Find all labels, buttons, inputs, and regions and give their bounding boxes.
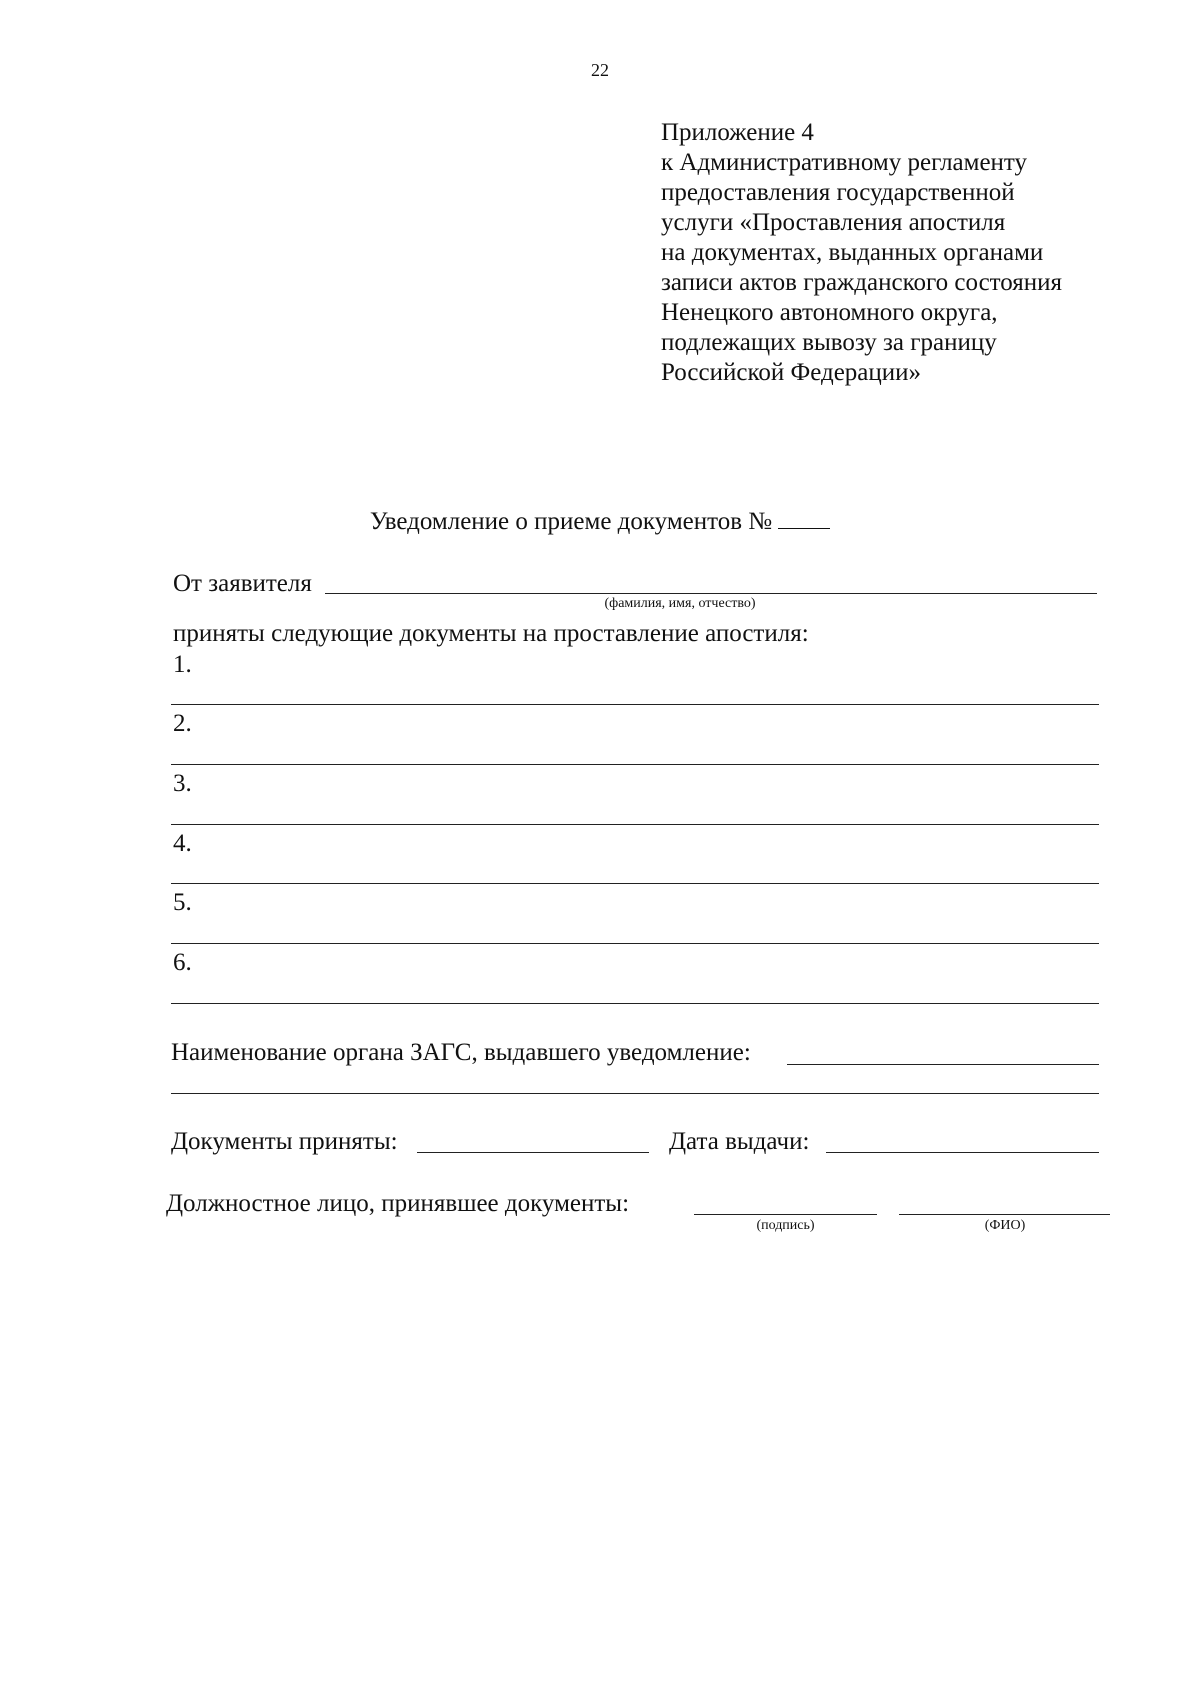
document-item-number: 5.: [173, 889, 192, 916]
document-item-number: 4.: [173, 830, 192, 857]
document-item-line[interactable]: [171, 883, 1099, 884]
document-item-line[interactable]: [171, 764, 1099, 765]
appendix-line: к Административному регламенту: [661, 149, 1028, 176]
appendix-header: [661, 118, 1062, 388]
zags-name-field[interactable]: [787, 1064, 1099, 1065]
official-name-caption: (ФИО): [984, 1218, 1026, 1233]
issue-date-label: Дата выдачи:: [669, 1128, 810, 1155]
document-item-line[interactable]: [171, 824, 1099, 825]
document-item-line[interactable]: [171, 704, 1099, 705]
notice-number-field[interactable]: [778, 508, 830, 529]
appendix-line: Российской Федерации»: [661, 359, 922, 386]
document-item-line[interactable]: [171, 1003, 1099, 1004]
document-item-line[interactable]: [171, 943, 1099, 944]
applicant-name-field[interactable]: [325, 593, 1097, 594]
document-item-number: 1.: [173, 651, 192, 678]
appendix-line: на документах, выданных органами: [661, 239, 1044, 266]
appendix-line: предоставления государственной: [661, 179, 1015, 206]
signature-field[interactable]: [694, 1214, 877, 1215]
page-number: 22: [591, 60, 609, 80]
zags-label: Наименование органа ЗАГС, выдавшего уведомление:: [171, 1039, 751, 1066]
accepted-documents-label: приняты следующие документы на проставление апостиля:: [173, 620, 809, 647]
issue-date-field[interactable]: [826, 1152, 1099, 1153]
documents-accepted-field[interactable]: [417, 1152, 649, 1153]
appendix-line: услуги «Проставления апостиля: [661, 209, 1006, 236]
document-item-number: 2.: [173, 710, 192, 737]
applicant-caption: (фамилия, имя, отчество): [604, 596, 756, 611]
official-label: Должностное лицо, принявшее документы:: [166, 1190, 630, 1217]
appendix-line: подлежащих вывозу за границу: [661, 329, 997, 356]
document-item-number: 3.: [173, 770, 192, 797]
appendix-line: записи актов гражданского состояния: [661, 269, 1063, 296]
zags-name-field-line-2[interactable]: [171, 1093, 1099, 1094]
form-title-text: Уведомление о приеме документов №: [369, 508, 773, 535]
form-title: [0, 508, 1200, 536]
official-name-field[interactable]: [899, 1214, 1110, 1215]
signature-caption: (подпись): [756, 1218, 815, 1233]
appendix-line: Приложение 4: [661, 119, 814, 146]
appendix-line: Ненецкого автономного округа,: [661, 299, 998, 326]
applicant-label: От заявителя: [173, 570, 312, 597]
documents-accepted-label: Документы приняты:: [171, 1128, 398, 1155]
document-item-number: 6.: [173, 949, 192, 976]
